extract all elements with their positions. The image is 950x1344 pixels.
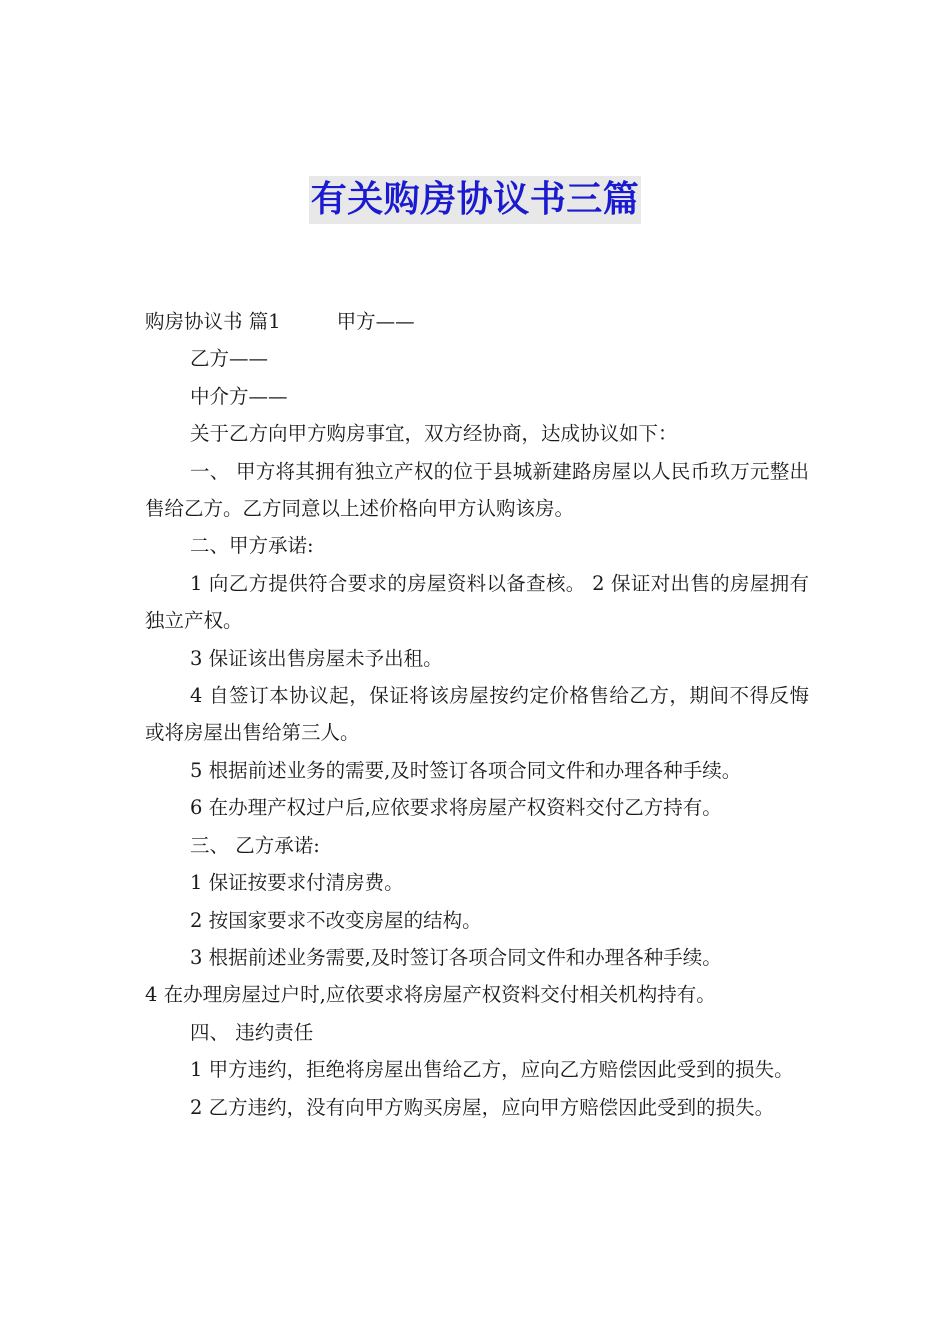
paragraph: 3 保证该出售房屋未予出租。 (190, 646, 443, 670)
section-heading: 购房协议书 篇1 (145, 310, 281, 333)
paragraph: 1 向乙方提供符合要求的房屋资料以备查核。 2 保证对出售的房屋拥有独立产权。 (145, 571, 809, 633)
paragraph: 2 按国家要求不改变房屋的结构。 (190, 908, 482, 932)
party-a-label: 甲方—— (336, 310, 415, 333)
paragraph: 6 在办理产权过户后,应依要求将房屋产权资料交付乙方持有。 (190, 796, 722, 820)
paragraph (145, 303, 809, 340)
paragraph: 关于乙方向甲方购房事宜，双方经协商，达成协议如下： (190, 422, 678, 446)
paragraph: 中介方—— (190, 384, 288, 408)
title-container (0, 176, 950, 224)
paragraph: 二、甲方承诺: (190, 534, 314, 558)
paragraph: 4 在办理房屋过户时,应依要求将房屋产权资料交付相关机构持有。 (145, 983, 716, 1007)
paragraph: 2 乙方违约，没有向甲方购买房屋，应向甲方赔偿因此受到的损失。 (190, 1095, 775, 1119)
document-title: 有关购房协议书三篇 (309, 176, 642, 224)
paragraph: 1 保证按要求付清房费。 (190, 871, 404, 895)
paragraph: 四、 违约责任 (190, 1020, 314, 1044)
document-body (145, 303, 809, 1126)
paragraph: 1 甲方违约，拒绝将房屋出售给乙方，应向乙方赔偿因此受到的损失。 (190, 1058, 794, 1082)
paragraph: 乙方—— (190, 347, 269, 371)
paragraph: 3 根据前述业务需要,及时签订各项合同文件和办理各种手续。 (190, 945, 722, 969)
paragraph: 4 自签订本协议起，保证将该房屋按约定价格售给乙方，期间不得反悔或将房屋出售给第三人。 (145, 684, 809, 745)
paragraph: 一、 甲方将其拥有独立产权的位于县城新建路房屋以人民币玖万元整出售给乙方。乙方同意以上述价格向甲方认购该房。 (145, 459, 809, 521)
paragraph: 三、 乙方承诺: (190, 833, 320, 857)
paragraph: 5 根据前述业务的需要,及时签订各项合同文件和办理各种手续。 (190, 758, 742, 782)
